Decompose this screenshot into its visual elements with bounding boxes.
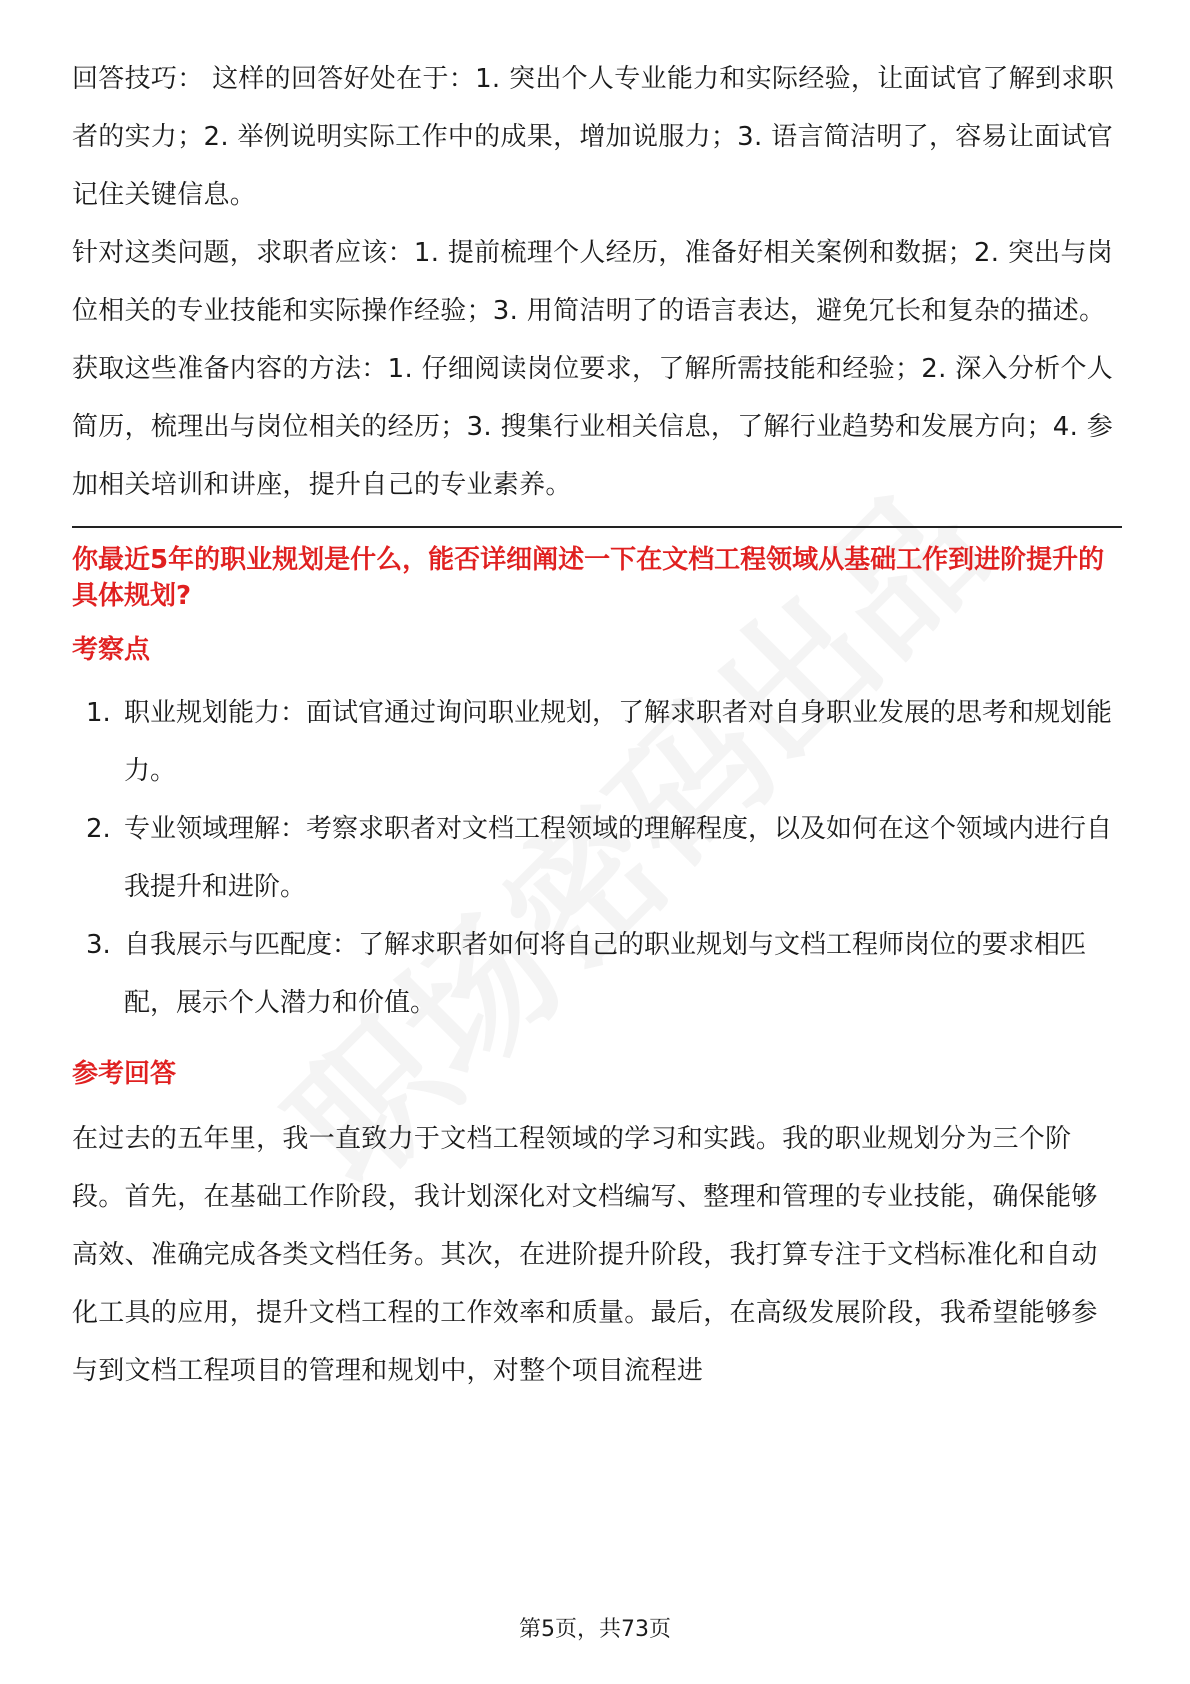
should-paragraph: 针对这类问题，求职者应该：1. 提前梳理个人经历，准备好相关案例和数据；2. 突出与岗位相关的专业技能和实际操作经验；3. 用简洁明了的语言表达，避免冗长和复杂的描述。 [72,238,1114,326]
answer-paragraph: 在过去的五年里，我一直致力于文档工程领域的学习和实践。我的职业规划分为三个阶段。首先，在基础工作阶段，我计划深化对文档编写、整理和管理的专业技能，确保能够高效、准确完成各类文档任务。其次，在进阶提升阶段，我打算专注于文档标准化和自动化工具的应用，提升文档工程的工作效率和质量。最后，在高级发展阶段，我希望能够参与到文档工程项目的管理和规划中，对整个项目流程进 [72,1124,1098,1386]
answer-heading: 参考回答 [72,1059,177,1089]
focus-item-text: 专业领域理解：考察求职者对文档工程领域的理解程度，以及如何在这个领域内进行自我提升和进阶。 [124,814,1113,902]
focus-item-text: 自我展示与匹配度：了解求职者如何将自己的职业规划与文档工程师岗位的要求相匹配，展示个人潜力和价值。 [124,930,1087,1018]
document-page [72,50,1122,1400]
focus-item [72,800,1122,916]
page-number: 第5页，共73页 [519,1617,671,1642]
methods-paragraph: 获取这些准备内容的方法：1. 仔细阅读岗位要求，了解所需技能和经验；2. 深入分析个人简历，梳理出与岗位相关的经历；3. 搜集行业相关信息，了解行业趋势和发展方向；4. 参加相关培训和讲座，提升自己的专业素养。 [72,354,1114,500]
question-title: 你最近5年的职业规划是什么，能否详细阐述一下在文档工程领域从基础工作到进阶提升的具体规划? [72,545,1105,611]
focus-item-text: 职业规划能力：面试官通过询问职业规划，了解求职者对自身职业发展的思考和规划能力。 [124,698,1113,786]
tips-paragraph: 回答技巧： 这样的回答好处在于：1. 突出个人专业能力和实际经验，让面试官了解到求职者的实力；2. 举例说明实际工作中的成果，增加说服力；3. 语言简洁明了，容易让面试官记住关键信息。 [72,64,1114,210]
focus-item-number: 3. [86,930,111,960]
focus-item-number: 1. [86,698,111,728]
section-divider [72,526,1122,528]
focus-item [72,916,1122,1032]
focus-list [72,684,1122,1032]
focus-item [72,684,1122,800]
focus-heading: 考察点 [72,635,151,665]
focus-item-number: 2. [86,814,111,844]
